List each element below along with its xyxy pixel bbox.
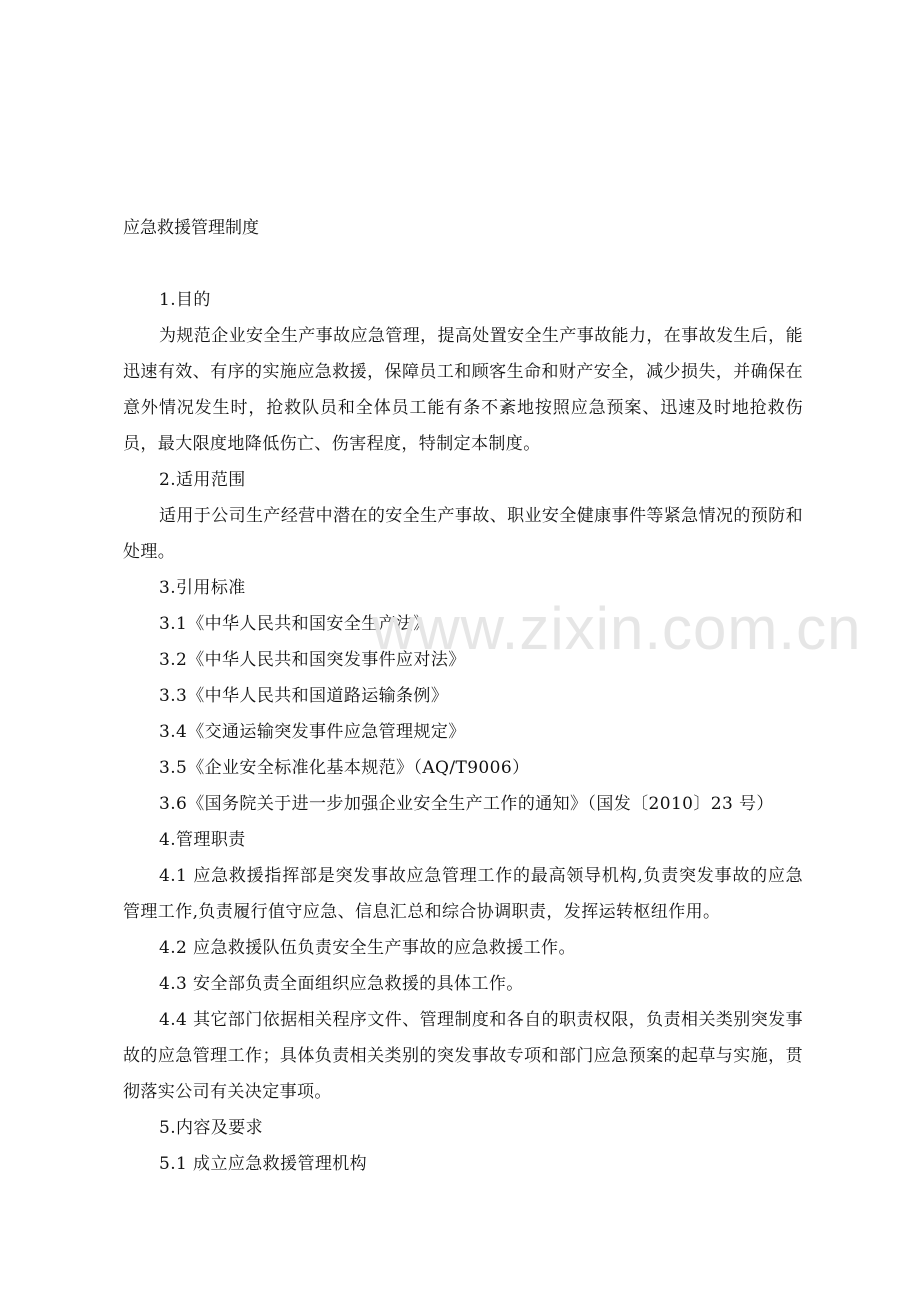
paragraph-purpose: 为规范企业安全生产事故应急管理，提高处置安全生产事故能力，在事故发生后，能迅速有效、有序的实施应急救援，保障员工和顾客生命和财产安全，减少损失，并确保在意外情况发生时，抢救队员和全体员工能有条不紊地按照应急预案、迅速及时地抢救伤员，最大限度地降低伤亡、伤害程度，特制定本制度。 (123, 326, 803, 454)
standard-item: 3.3《中华人民共和国道路运输条例》 (159, 686, 449, 706)
responsibility-item: 4.1 应急救援指挥部是突发事故应急管理工作的最高领导机构,负责突发事故的应急管理工作,负责履行值守应急、信息汇总和综合协调职责，发挥运转枢纽作用。 (123, 866, 803, 922)
section-heading-scope: 2.适用范围 (159, 470, 246, 490)
responsibility-item: 4.2 应急救援队伍负责安全生产事故的应急救援工作。 (159, 938, 576, 958)
document-title: 应急救援管理制度 (123, 218, 259, 238)
standard-item: 3.4《交通运输突发事件应急管理规定》 (159, 722, 466, 742)
section-heading-purpose: 1.目的 (159, 290, 211, 310)
document-body (123, 282, 803, 1182)
watermark-text: www.zixin.com.cn (372, 595, 862, 662)
responsibility-item: 4.3 安全部负责全面组织应急救援的具体工作。 (159, 974, 524, 994)
section-heading-content: 5.内容及要求 (159, 1118, 264, 1138)
paragraph-scope: 适用于公司生产经营中潜在的安全生产事故、职业安全健康事件等紧急情况的预防和处理。 (123, 506, 803, 562)
section-heading-standards: 3.引用标准 (159, 578, 246, 598)
standard-item: 3.1《中华人民共和国安全生产法》 (159, 614, 431, 634)
section-heading-responsibilities: 4.管理职责 (159, 830, 246, 850)
standard-item: 3.2《中华人民共和国突发事件应对法》 (159, 650, 466, 670)
standard-item: 3.5《企业安全标准化基本规范》（AQ/T9006） (159, 758, 530, 778)
responsibility-item: 4.4 其它部门依据相关程序文件、管理制度和各自的职责权限，负责相关类别突发事故的应急管理工作；具体负责相关类别的突发事故专项和部门应急预案的起草与实施，贯彻落实公司有关决定事项。 (123, 1010, 803, 1102)
standard-item: 3.6《国务院关于进一步加强企业安全生产工作的通知》（国发〔2010〕23 号） (159, 794, 774, 814)
subsection-heading: 5.1 成立应急救援管理机构 (159, 1154, 368, 1174)
